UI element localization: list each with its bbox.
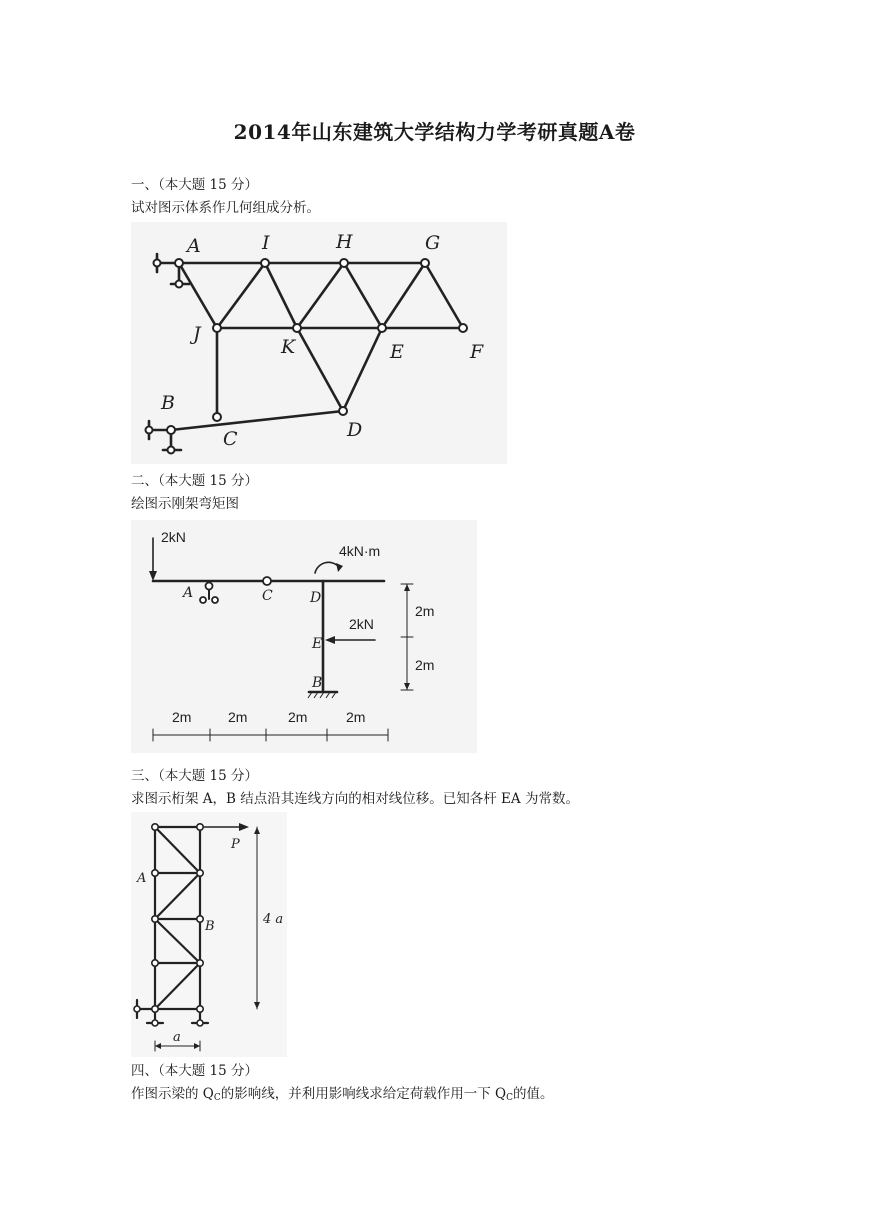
q1-label-f: F	[470, 341, 484, 363]
q2-heading: 二、（本大题 15 分）	[131, 473, 259, 489]
q2-dim-h1: 2m	[172, 709, 192, 725]
page-title: 2014年山东建筑大学结构力学考研真题A卷	[233, 120, 636, 144]
q2-label-a: A	[183, 585, 194, 601]
q2-top-load-label: 2kN	[161, 529, 186, 545]
q3-label-p: P	[231, 837, 240, 852]
q4-prompt-subscript2: C	[506, 1093, 513, 1103]
q2-label-c: C	[262, 588, 273, 604]
q2-prompt: 绘图示刚架弯矩图	[131, 496, 239, 512]
q3-label-a: A	[137, 871, 147, 886]
q3-truss-figure	[131, 812, 287, 1057]
q4-prompt-part3: 的值。	[513, 1086, 554, 1102]
q2-dim-h2: 2m	[228, 709, 248, 725]
q1-label-c: C	[223, 428, 238, 450]
q1-label-j: J	[193, 323, 201, 345]
q1-label-a: A	[187, 235, 201, 257]
q1-label-e: E	[390, 341, 404, 363]
q2-dim-h3: 2m	[288, 709, 308, 725]
q2-dim-v2: 2m	[415, 657, 435, 673]
q4-heading: 四、（本大题 15 分）	[131, 1063, 259, 1079]
q2-label-d: D	[310, 590, 322, 606]
q1-label-i: I	[262, 232, 270, 254]
q2-dim-v1: 2m	[415, 603, 435, 619]
q1-label-h: H	[336, 231, 353, 253]
q4-prompt-part2: 的影响线，并利用影响线求给定荷载作用一下 Q	[220, 1086, 507, 1102]
q2-label-e: E	[312, 636, 323, 652]
q4-prompt	[131, 1085, 554, 1107]
q3-prompt: 求图示桁架 A，B 结点沿其连线方向的相对线位移。已知各杆 EA 为常数。	[131, 791, 579, 807]
q3-label-height: 4 a	[263, 912, 284, 927]
q1-label-b: B	[161, 392, 175, 414]
q2-side-load-label: 2kN	[349, 616, 374, 632]
q3-label-width: a	[173, 1030, 181, 1045]
q4-prompt-subscript1: C	[213, 1093, 221, 1103]
q2-label-b: B	[312, 675, 323, 691]
q2-moment-label: 4kN·m	[339, 543, 381, 559]
q4-prompt-part1: 作图示梁的 Q	[131, 1086, 214, 1102]
q1-truss-figure	[131, 222, 507, 464]
q1-prompt: 试对图示体系作几何组成分析。	[131, 200, 320, 216]
q1-label-d: D	[347, 419, 363, 441]
q3-label-b: B	[205, 919, 215, 934]
q3-heading: 三、（本大题 15 分）	[131, 768, 259, 784]
q1-label-k: K	[281, 336, 296, 358]
q1-label-g: G	[425, 232, 441, 254]
q2-frame-figure	[131, 520, 477, 753]
q1-heading: 一、（本大题 15 分）	[131, 177, 259, 193]
q2-dim-h4: 2m	[346, 709, 366, 725]
